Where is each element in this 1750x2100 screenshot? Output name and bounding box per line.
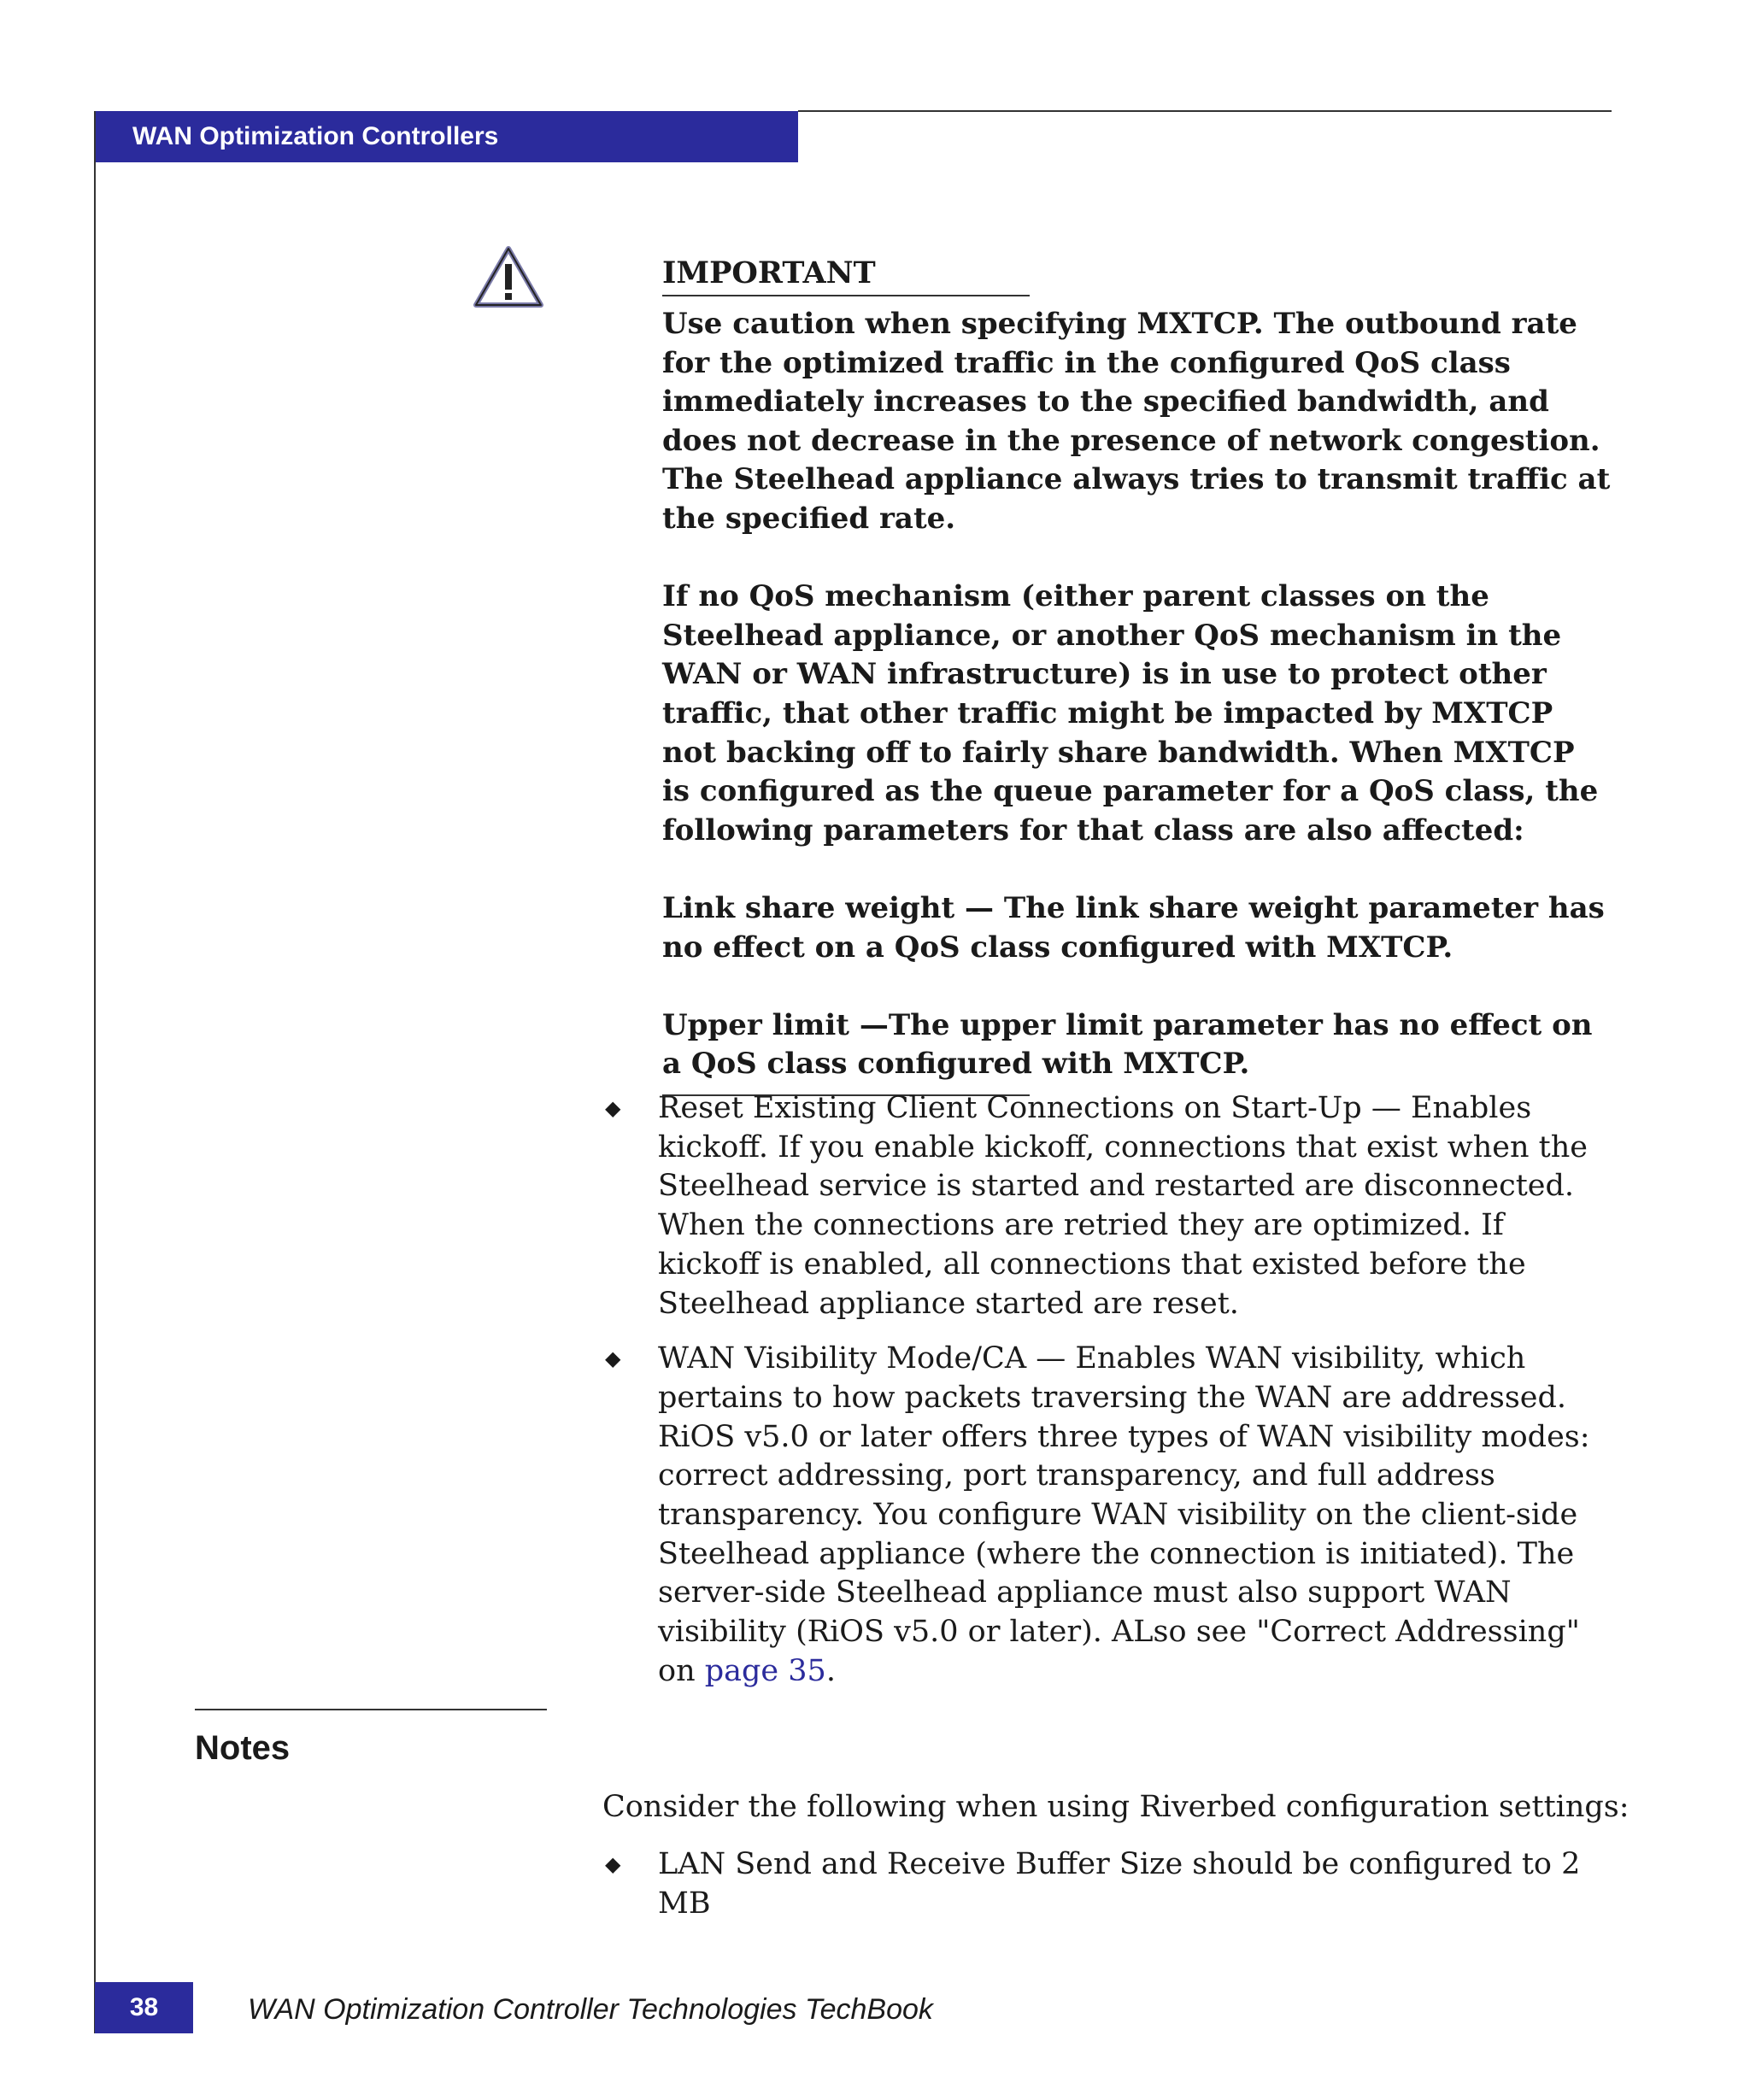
list-item: [598, 1845, 1615, 1923]
list-item-text: WAN Visibility Mode/CA — Enables WAN visibility, which pertains to how packets traversing the WAN are addressed. RiOS v5.0 or later offers three types of WAN visibility modes: correct addressing, port transparency, and full address transparency. You configure WAN visibility on the client-side Steelhead appliance (where the connection is initiated). The server-side Steelhead appliance must also support WAN visibility (RiOS v5.0 or later). ALso see "Correct Addressing" on: [658, 1341, 1590, 1688]
important-paragraph: Link share weight — The link share weight parameter has no effect on a QoS class configured with MXTCP.: [662, 890, 1605, 965]
important-callout: [662, 252, 1611, 1096]
bullet-list: [598, 1089, 1615, 1708]
page-number-text: 38: [129, 1993, 159, 2021]
notes-bullet-list: [598, 1845, 1615, 1939]
header-rule: [798, 110, 1612, 112]
footer-book-title: WAN Optimization Controller Technologies TechBook: [248, 1993, 933, 2026]
important-paragraph: If no QoS mechanism (either parent classes on the Steelhead appliance, or another QoS mechanism in the WAN or WAN infrastructure) is in use to protect other traffic, that other traffic might be impacted by MXTCP not backing off to fairly share bandwidth. When MXTCP is configured as the queue parameter for a QoS class, the following parameters for that class are also affected:: [662, 579, 1599, 848]
list-item-text: LAN Send and Receive Buffer Size should be configured to 2 MB: [658, 1847, 1581, 1921]
list-item: [598, 1340, 1615, 1691]
warning-triangle-icon: [473, 243, 544, 310]
important-top-rule: [662, 295, 1030, 296]
notes-heading: Notes: [195, 1729, 291, 1767]
list-item-text-end: .: [825, 1653, 836, 1688]
diamond-bullet-icon: ◆: [605, 1346, 621, 1371]
page-link[interactable]: page 35: [704, 1653, 826, 1688]
section-title: WAN Optimization Controllers: [132, 122, 499, 150]
notes-rule: [195, 1709, 547, 1710]
important-paragraph: Use caution when specifying MXTCP. The outbound rate for the optimized traffic in the configured QoS class immediately increases to the specified bandwidth, and does not decrease in the presence of network congestion. The Steelhead appliance always tries to transmit traffic at the specified rate.: [662, 307, 1611, 536]
list-item: [598, 1089, 1615, 1323]
diamond-bullet-icon: ◆: [605, 1096, 621, 1120]
diamond-bullet-icon: ◆: [605, 1852, 621, 1876]
important-title: IMPORTANT: [662, 255, 876, 290]
left-margin-rule: [94, 111, 96, 2033]
list-item-text: Reset Existing Client Connections on Start-Up — Enables kickoff. If you enable kickoff, connections that exist when the Steelhead service is started and restarted are disconnected. When the connections are retried they are optimized. If kickoff is enabled, all connections that existed before the Steelhead appliance started are reset.: [658, 1091, 1588, 1321]
page-number: [95, 1982, 193, 2033]
important-paragraph: Upper limit —The upper limit parameter has no effect on a QoS class configured with MXTCP.: [662, 1007, 1593, 1082]
notes-intro: Consider the following when using Riverbed configuration settings:: [602, 1790, 1630, 1824]
running-header: [95, 111, 798, 162]
